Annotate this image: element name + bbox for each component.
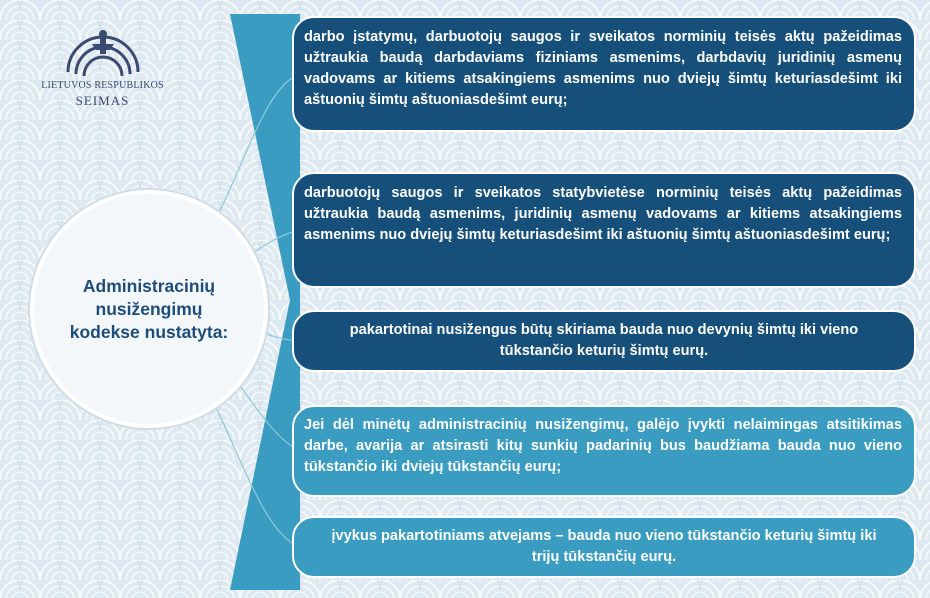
- item-box-1: darbo įstatymų, darbuotojų saugos ir sveikatos norminių teisės aktų pažeidimas užtraukia baudą darbdaviams fiziniams asmenims, darbdavių juridinių asmenų vadovams ar kitiems atsakingiems asmenims nuo dviejų šimtų keturiasdešimt iki aštuonių šimtų aštuoniasdešimt eurų;: [292, 16, 916, 132]
- center-title: Administracinių nusižengimų kodekse nustatyta:: [69, 275, 229, 342]
- logo-line2: SEIMAS: [75, 93, 130, 108]
- logo-line1: LIETUVOS RESPUBLIKOS: [41, 80, 164, 91]
- item-box-4: Jei dėl minėtų administracinių nusižengimų, galėjo įvykti nelaimingas atsitikimas darbe, avarija ar atsirasti kitų sunkių padarinių bus baudžiama bauda nuo vieno tūkstančio iki dviejų tūkstančių eurų;: [292, 405, 916, 497]
- item-box-5: įvykus pakartotiniams atvejams – bauda nuo vieno tūkstančio keturių šimtų iki trijų tūkstančių eurų.: [292, 516, 916, 578]
- item-box-3: pakartotinai nusižengus būtų skiriama bauda nuo devynių šimtų iki vieno tūkstančio keturių šimtų eurų.: [292, 310, 916, 372]
- item-box-2: darbuotojų saugos ir sveikatos statybvietėse norminių teisės aktų pažeidimas užtraukia baudą asmenims, juridinių asmenų vadovams ar kitiems atsakingiems asmenims nuo dviejų šimtų keturiasdešimt iki aštuonių šimtų aštuoniasdešimt eurų;: [292, 172, 916, 288]
- center-circle: [30, 190, 268, 428]
